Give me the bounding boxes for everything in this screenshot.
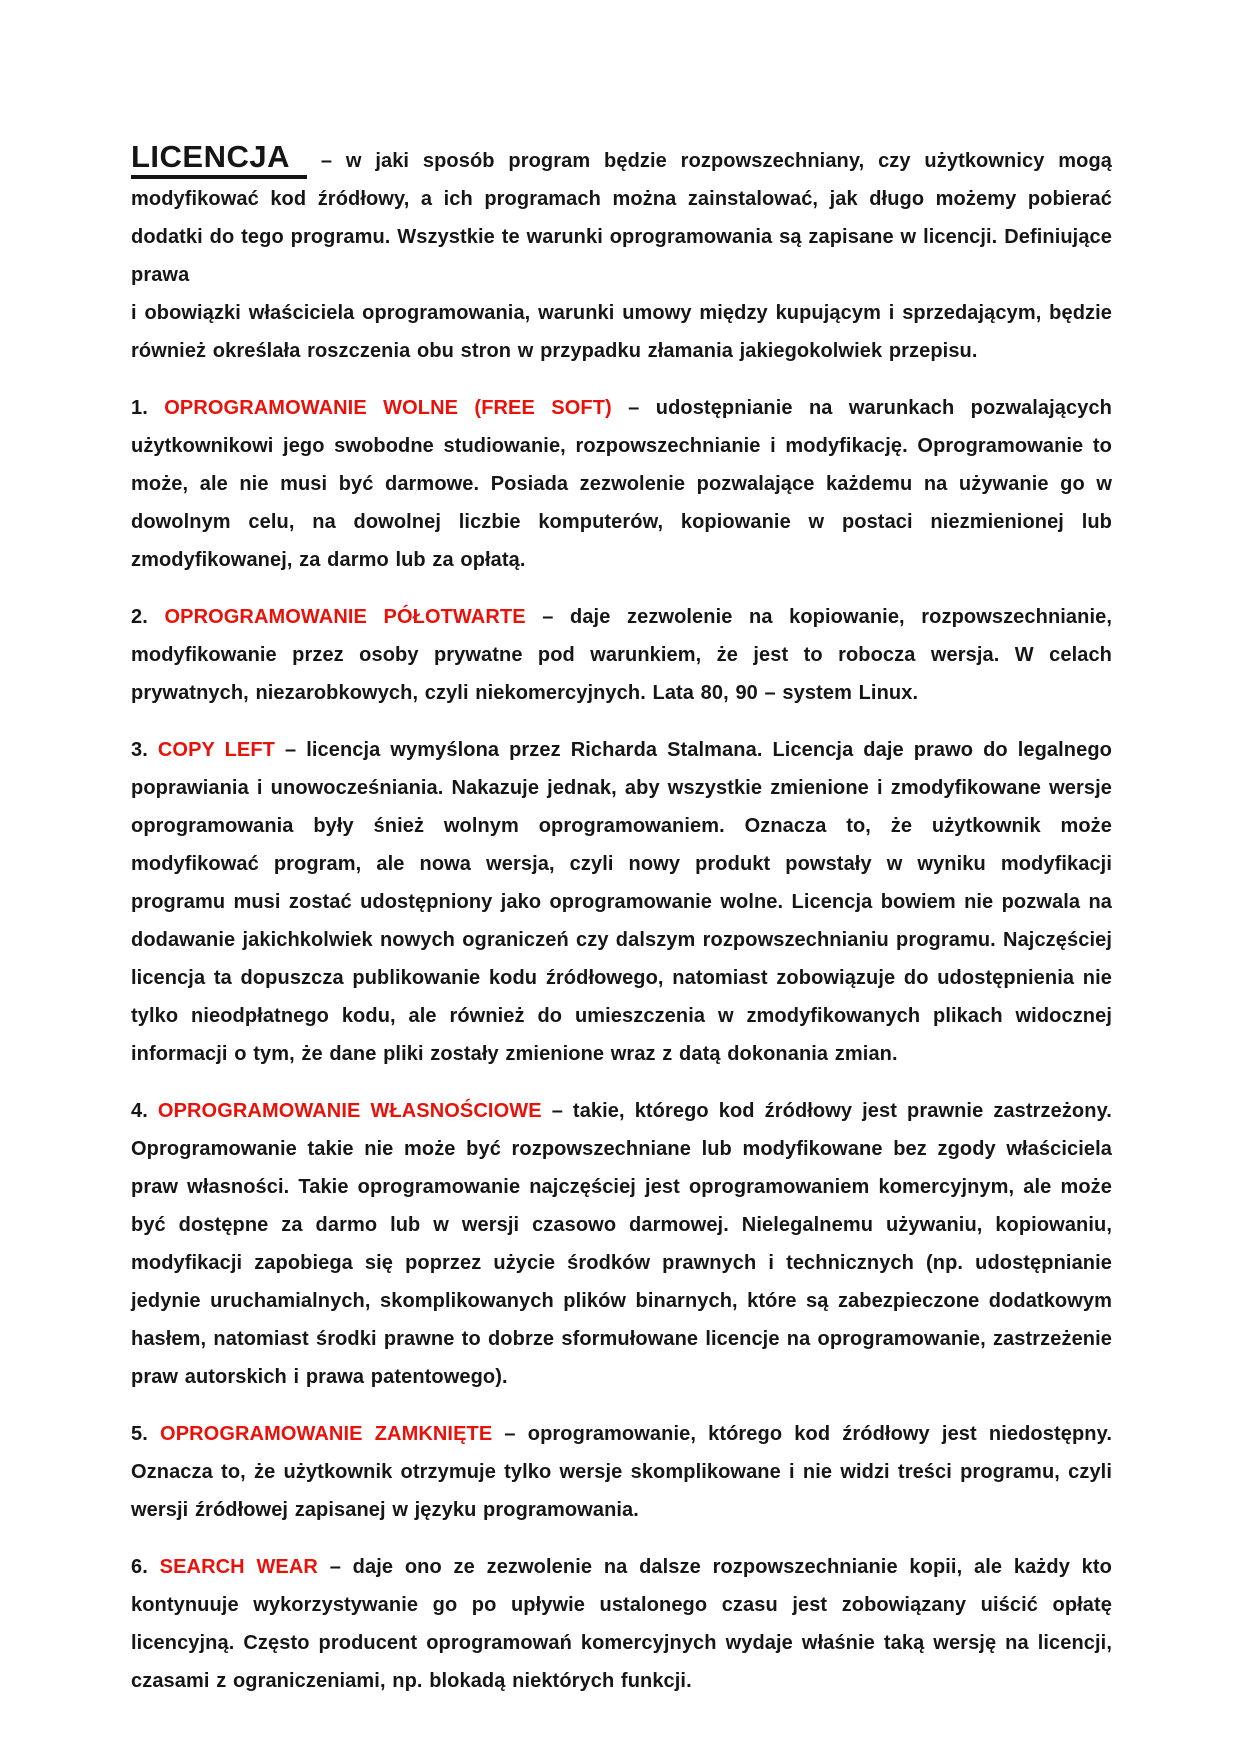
section-body: – oprogramowanie, którego kod źródłowy jest niedostępny. Oznacza to, że użytkownik otrzymuje tylko wersje skomplikowane i nie widzi treści programu, czyli wersji źródłowej zapisanej w języku programowania. — [131, 1423, 1112, 1521]
section-number: 4. — [131, 1100, 148, 1122]
section-heading: OPROGRAMOWANIE WŁASNOŚCIOWE — [157, 1100, 542, 1122]
section-paragraph — [131, 1548, 1112, 1700]
section-paragraph — [131, 1092, 1112, 1396]
section-heading: COPY LEFT — [157, 739, 275, 761]
section-heading: OPROGRAMOWANIE ZAMKNIĘTE — [160, 1423, 493, 1445]
section-body: – udostępnianie na warunkach pozwalających użytkownikowi jego swobodne studiowanie, rozpowszechnianie i modyfikację. Oprogramowanie to może, ale nie musi być darmowe. Posiada zezwolenie pozwalające każdemu na używanie go w dowolnym celu, na dowolnej liczbie komputerów, kopiowanie w postaci niezmienionej lub zmodyfikowanej, za darmo lub za opłatą. — [131, 397, 1112, 571]
document-title: LICENCJA — [131, 139, 307, 179]
section-body: – daje ono ze zezwolenie na dalsze rozpowszechnianie kopii, ale każdy kto kontynuuje wykorzystywanie go po upływie ustalonego czasu jest zobowiązany uiścić opłatę licencyjną. Często producent oprogramowań komercyjnych wydaje właśnie taką wersję na licencji, czasami z ograniczeniami, np. blokadą niektórych funkcji. — [131, 1556, 1112, 1692]
section-paragraph — [131, 389, 1112, 579]
section-number: 3. — [131, 739, 148, 761]
intro-text-line2: i obowiązki właściciela oprogramowania, warunki umowy między kupującym i sprzedającym, będzie również określała roszczenia obu stron w przypadku złamania jakiegokolwiek przepisu. — [131, 302, 1112, 362]
section-number: 5. — [131, 1423, 148, 1445]
section-paragraph — [131, 731, 1112, 1073]
section-paragraph — [131, 598, 1112, 712]
section-number: 2. — [131, 606, 148, 628]
section-heading: SEARCH WEAR — [159, 1556, 318, 1578]
section-number: 6. — [131, 1556, 148, 1578]
section-heading: OPROGRAMOWANIE WOLNE (FREE SOFT) — [164, 397, 612, 419]
section-body: – daje zezwolenie na kopiowanie, rozpowszechnianie, modyfikowanie przez osoby prywatne pod warunkiem, że jest to robocza wersja. W celach prywatnych, niezarobkowych, czyli niekomercyjnych. Lata 80, 90 – system Linux. — [131, 606, 1112, 704]
intro-paragraph — [131, 138, 1112, 370]
section-body: – takie, którego kod źródłowy jest prawnie zastrzeżony. Oprogramowanie takie nie może być rozpowszechniane lub modyfikowane bez zgody właściciela praw własności. Takie oprogramowanie najczęściej jest oprogramowaniem komercyjnym, ale może być dostępne za darmo lub w wersji czasowo darmowej. Nielegalnemu używaniu, kopiowaniu, modyfikacji zapobiega się poprzez użycie środków prawnych i technicznych (np. udostępnianie jedynie uruchamialnych, skomplikowanych plików binarnych, które są zabezpieczone dodatkowym hasłem, natomiast środki prawne to dobrze sformułowane licencje na oprogramowanie, zastrzeżenie praw autorskich i prawa patentowego). — [131, 1100, 1112, 1388]
section-paragraph — [131, 1415, 1112, 1529]
section-heading: OPROGRAMOWANIE PÓŁOTWARTE — [164, 606, 526, 628]
section-number: 1. — [131, 397, 148, 419]
section-body: – licencja wymyślona przez Richarda Stalmana. Licencja daje prawo do legalnego poprawiania i unowocześniania. Nakazuje jednak, aby wszystkie zmienione i zmodyfikowane wersje oprogramowania były śnież wolnym oprogramowaniem. Oznacza to, że użytkownik może modyfikować program, ale nowa wersja, czyli nowy produkt powstały w wyniku modyfikacji programu musi zostać udostępniony jako oprogramowanie wolne. Licencja bowiem nie pozwala na dodawanie jakichkolwiek nowych ograniczeń czy dalszym rozpowszechnianiu programu. Najczęściej licencja ta dopuszcza publikowanie kodu źródłowego, natomiast zobowiązuje do udostępnienia nie tylko nieodpłatnego kodu, ale również do umieszczenia w zmodyfikowanych plikach widocznej informacji o tym, że dane pliki zostały zmienione wraz z datą dokonania zmian. — [131, 739, 1112, 1065]
intro-text-line1: – w jaki sposób program będzie rozpowszechniany, czy użytkownicy mogą modyfikować kod źródłowy, a ich programach można zainstalować, jak długo możemy pobierać dodatki do tego programu. Wszystkie te warunki oprogramowania są zapisane w licencji. Definiujące prawa — [131, 150, 1112, 286]
